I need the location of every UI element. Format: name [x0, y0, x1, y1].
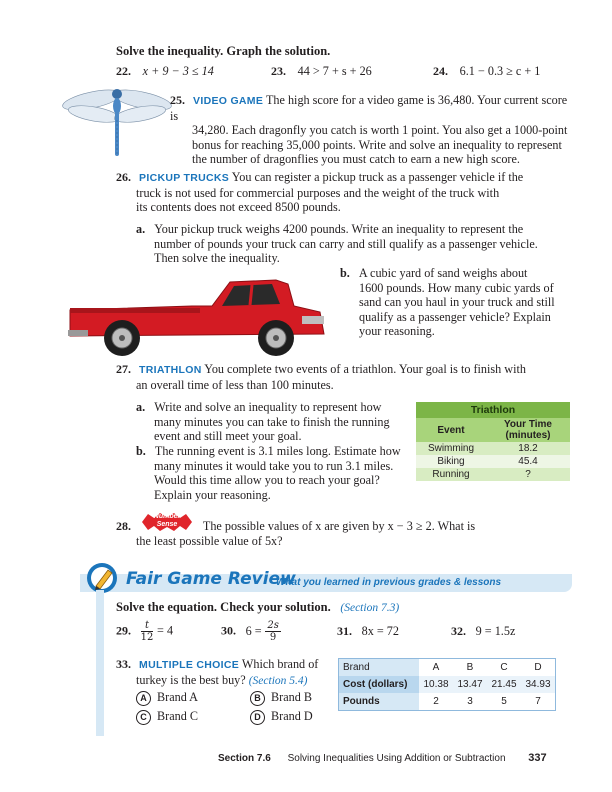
table-header-line: Your Time: [504, 419, 552, 430]
pencil-logo-icon: [86, 560, 120, 594]
problem-expression: 44 > 7 + s + 26: [297, 64, 372, 78]
problem-text-line: You can register a pickup truck as a passenger vehicle if the: [231, 170, 524, 184]
part-text-line: Would this time allow you to reach your goal?: [154, 473, 380, 487]
problem-27b: [136, 444, 406, 502]
table-title: Triathlon: [416, 402, 570, 418]
problem-25: [170, 93, 570, 167]
problem-text-line: the least possible value of 5x?: [136, 533, 283, 548]
problem-26: [116, 170, 556, 215]
triathlon-table: [416, 402, 570, 481]
problem-24: [433, 64, 540, 79]
fair-game-subtitle: What you learned in previous grades & lessons: [276, 577, 502, 588]
problem-number: 22.: [116, 64, 131, 78]
part-text-line: sand can you haul in your truck and still: [359, 295, 555, 309]
problem-number: 32.: [451, 624, 466, 638]
problem-expression: 6.1 − 0.3 ≥ c + 1: [459, 64, 541, 78]
problem-30: [221, 620, 281, 643]
problem-number: 29.: [116, 623, 131, 638]
problem-33: [116, 657, 336, 688]
table-cell: B: [453, 659, 487, 677]
choice-c[interactable]: [136, 709, 198, 725]
choice-text: Brand D: [271, 709, 313, 723]
table-cell: A: [419, 659, 453, 677]
table-row: [339, 676, 556, 693]
problem-text-line: the number of dragonflies you must catch to earn a new high score.: [192, 152, 520, 166]
part-text-line: event and still meet your goal.: [154, 429, 302, 443]
part-letter: b.: [136, 444, 146, 458]
footer-section: Section 7.6: [218, 753, 271, 764]
problem-label: MULTIPLE CHOICE: [139, 659, 240, 671]
fraction: [141, 620, 154, 643]
part-text-line: Explain your reasoning.: [154, 487, 271, 502]
equation-left: 6 =: [245, 623, 262, 638]
choice-b[interactable]: [250, 690, 312, 706]
problem-number: 33.: [116, 657, 131, 671]
part-text-line: The running event is 3.1 miles long. Estimate how: [154, 444, 401, 458]
problem-text-line: turkey is the best buy?: [136, 672, 246, 687]
choice-letter: A: [136, 691, 151, 706]
problem-26a: [136, 222, 556, 266]
table-cell: 34.93: [521, 676, 556, 693]
choice-text: Brand A: [157, 690, 198, 704]
page-footer: [218, 752, 547, 764]
choice-letter: C: [136, 710, 151, 725]
part-text-line: many minutes you can take to finish the running: [154, 414, 390, 429]
choice-letter: B: [250, 691, 265, 706]
table-row: [416, 455, 570, 468]
table-row: [339, 693, 556, 711]
turkey-table: [338, 658, 556, 711]
problem-22: [116, 64, 214, 79]
badge-line: Number: [153, 513, 181, 520]
dragonfly-illustration: [62, 80, 172, 160]
fair-game-title: Fair Game Review: [126, 569, 296, 589]
problem-text-line: The possible values of x are given by x − 3 ≥ 2. What is: [202, 519, 476, 533]
problem-number: 28.: [116, 519, 131, 533]
part-text-line: Then solve the inequality.: [154, 251, 280, 265]
part-text-line: A cubic yard of sand weighs about: [358, 266, 528, 280]
numerator: 2s: [267, 620, 279, 631]
instructions: Solve the inequality. Graph the solution.: [116, 44, 331, 58]
problem-32: [451, 624, 515, 639]
table-row: [416, 468, 570, 481]
table-row: [416, 442, 570, 455]
problem-23: [271, 64, 372, 79]
problem-text-line: The high score for a video game is 36,480. Your current score is: [170, 93, 568, 123]
table-cell: Cost (dollars): [343, 679, 408, 690]
choice-text: Brand C: [157, 709, 198, 723]
problem-number: 31.: [337, 624, 352, 638]
problem-text-line: Which brand of: [241, 657, 319, 671]
table-cell: 45.4: [518, 456, 538, 467]
problem-number: 30.: [221, 623, 236, 638]
table-cell: D: [521, 659, 556, 677]
table-row: [339, 659, 556, 677]
problem-label: VIDEO GAME: [193, 95, 264, 107]
table-header-event: Event: [437, 424, 465, 436]
table-cell: 10.38: [419, 676, 453, 693]
part-letter: b.: [340, 266, 350, 280]
table-cell: 13.47: [453, 676, 487, 693]
table-cell: Running: [432, 469, 470, 480]
part-text-line: number of pounds your truck can carry and still qualify as a passenger vehicle.: [154, 236, 538, 251]
badge-line: Sense: [156, 521, 178, 528]
denominator: 12: [140, 632, 154, 643]
problem-26b: [340, 266, 570, 339]
table-header-time: [486, 418, 570, 442]
part-text-line: your reasoning.: [359, 324, 435, 338]
problem-label: TRIATHLON: [139, 364, 202, 376]
table-cell: Pounds: [343, 696, 380, 707]
denominator: 9: [269, 632, 277, 643]
table-cell: C: [487, 659, 521, 677]
equation-rest: = 4: [157, 623, 174, 638]
number-sense-label: [149, 513, 185, 529]
table-header-line: (minutes): [505, 430, 551, 441]
fraction: [265, 620, 281, 643]
problem-text-line: its contents does not exceed 8500 pounds.: [136, 200, 341, 214]
part-text-line: many minutes it would take you to run 3.1 miles.: [154, 458, 394, 473]
part-letter: a.: [136, 222, 146, 236]
table-cell: 2: [419, 693, 453, 711]
problem-expression: x + 9 − 3 ≤ 14: [142, 64, 214, 78]
problem-27: [116, 362, 556, 392]
section-reference: (Section 5.4): [248, 674, 308, 687]
choice-a[interactable]: [136, 690, 198, 706]
part-text-line: 1600 pounds. How many cubic yards of: [359, 280, 554, 295]
table-cell: ?: [525, 469, 531, 480]
table-cell: 21.45: [487, 676, 521, 693]
problem-text-line: an overall time of less than 100 minutes.: [136, 377, 334, 392]
problem-text-line: truck is not used for commercial purposes and the weight of the truck with: [136, 185, 500, 200]
part-text-line: Your pickup truck weighs 4200 pounds. Write an inequality to represent the: [154, 222, 524, 236]
table-cell: Brand: [343, 662, 370, 673]
choice-letter: D: [250, 710, 265, 725]
problem-27a: [136, 400, 406, 444]
footer-title: Solving Inequalities Using Addition or Subtraction: [287, 753, 506, 764]
choice-d[interactable]: [250, 709, 313, 725]
problem-number: 25.: [170, 93, 185, 107]
pickup-truck-illustration: [62, 264, 332, 364]
table-cell: 5: [487, 693, 521, 711]
equation: 8x = 72: [361, 624, 399, 638]
problem-number: 26.: [116, 170, 131, 184]
choice-text: Brand B: [271, 690, 312, 704]
instructions-text: Solve the equation. Check your solution.: [116, 600, 331, 614]
equation: 9 = 1.5z: [475, 624, 516, 638]
problem-number: 27.: [116, 362, 131, 376]
table-cell: 7: [521, 693, 556, 711]
fair-game-instructions: [116, 600, 399, 615]
fair-game-side-bar: [96, 590, 104, 736]
page-number: 337: [528, 752, 547, 764]
table-cell: 18.2: [518, 443, 538, 454]
part-letter: a.: [136, 400, 146, 414]
problem-number: 24.: [433, 64, 448, 78]
problem-29: [116, 620, 173, 643]
problem-text-line: 34,280. Each dragonfly you catch is worth 1 point. You also get a 1000-point: [192, 123, 568, 137]
table-cell: Biking: [437, 456, 465, 467]
table-cell: 3: [453, 693, 487, 711]
problem-text-line: You complete two events of a triathlon. Your goal is to finish with: [204, 362, 526, 376]
section-reference: (Section 7.3): [340, 602, 400, 614]
part-text-line: Write and solve an inequality to represent how: [154, 400, 382, 414]
problem-text-line: bonus for reaching 35,000 points. Write and solve an inequality to represent: [192, 137, 562, 152]
numerator: t: [141, 620, 154, 632]
problem-number: 23.: [271, 64, 286, 78]
problem-31: [337, 624, 399, 639]
part-text-line: qualify as a passenger vehicle? Explain: [359, 309, 551, 324]
table-cell: Swimming: [427, 443, 475, 454]
problem-label: PICKUP TRUCKS: [139, 172, 230, 184]
